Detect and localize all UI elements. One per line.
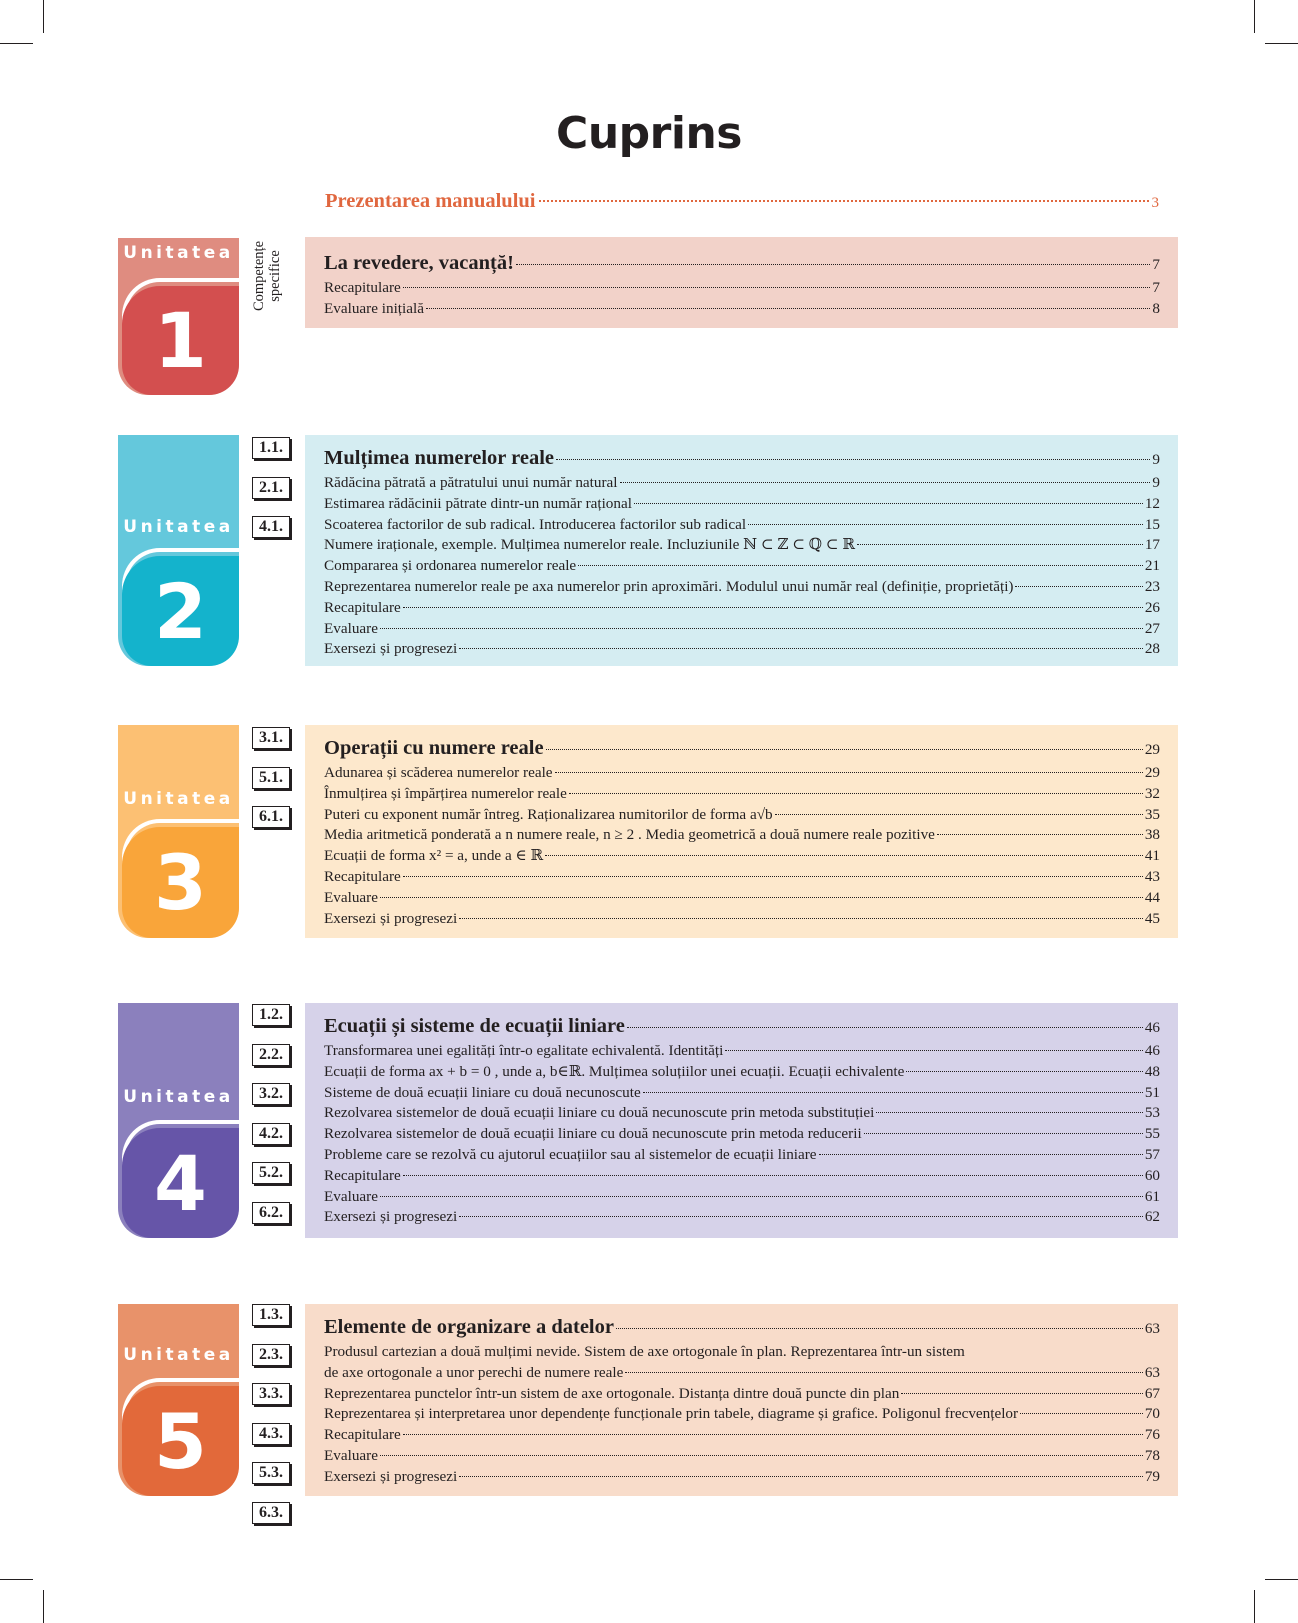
toc-entry-title: Evaluare: [324, 888, 378, 906]
unit-badge-5: [118, 1304, 239, 1496]
toc-entry-title: Evaluare: [324, 1446, 378, 1464]
toc-entry-title: Numere iraționale, exemple. Mulțimea numerelor reale. Incluziunile ℕ ⊂ ℤ ⊂ ℚ ⊂ ℝ: [324, 536, 855, 554]
unit-label: Unitatea: [123, 243, 234, 263]
toc-entry[interactable]: [324, 1145, 1160, 1166]
unit-title-entry[interactable]: [324, 445, 1160, 473]
unit-page: 7: [1152, 256, 1160, 273]
dot-leader: [403, 607, 1143, 608]
unit-label: Unitatea: [123, 517, 234, 537]
dot-leader: [546, 749, 1143, 750]
dot-leader: [459, 1476, 1143, 1477]
toc-entry-page: 29: [1144, 764, 1160, 781]
unit-title: Elemente de organizare a datelor: [324, 1316, 614, 1338]
toc-entry[interactable]: [324, 639, 1160, 660]
toc-entry-page: 48: [1144, 1062, 1160, 1080]
dot-leader: [380, 628, 1143, 629]
toc-entry-page: 12: [1144, 494, 1160, 512]
codes-unit-4: [252, 1004, 290, 1241]
toc-entry-page: 45: [1144, 909, 1160, 927]
dot-leader: [725, 1050, 1142, 1051]
dot-leader: [403, 1175, 1143, 1176]
toc-entry-page: 53: [1144, 1104, 1160, 1122]
toc-entry-title: de axe ortogonale a unor perechi de numere reale: [324, 1363, 624, 1381]
toc-entry-page: 60: [1144, 1166, 1160, 1184]
toc-entry-page: 9: [1152, 474, 1160, 491]
toc-entry-title: Rezolvarea sistemelor de două ecuații liniare cu două necunoscute prin metoda reducerii: [324, 1125, 862, 1143]
crop-mark: [43, 1590, 44, 1623]
toc-entry-title: Adunarea și scăderea numerelor reale: [324, 764, 553, 781]
unit-panel-2: [305, 435, 1178, 666]
dot-leader: [819, 1154, 1143, 1155]
competence-code: 3.1.: [252, 727, 290, 749]
competence-code: 2.1.: [252, 477, 290, 499]
dot-leader: [459, 918, 1143, 919]
toc-entry[interactable]: [324, 846, 1160, 867]
dot-leader: [459, 648, 1143, 649]
toc-entry-title: Ecuații de forma x² = a, unde a ∈ ℝ: [324, 847, 544, 865]
unit-title: Operații cu numere reale: [324, 737, 544, 759]
toc-entry-page: 63: [1144, 1363, 1160, 1381]
dot-leader: [643, 1092, 1143, 1093]
unit-number: 1: [122, 286, 239, 395]
unit-title-entry[interactable]: [324, 735, 1160, 763]
toc-entry-title: Scoaterea factorilor de sub radical. Introducerea factorilor sub radical: [324, 515, 747, 533]
toc-entry-page: 27: [1144, 619, 1160, 637]
unit-number: 2: [122, 556, 239, 666]
crop-mark: [1265, 43, 1298, 44]
competence-code: 4.3.: [252, 1423, 290, 1445]
toc-entry-title: Compararea și ordonarea numerelor reale: [324, 557, 577, 575]
toc-entry-title: Estimarea rădăcinii pătrate dintr-un număr rațional: [324, 494, 632, 512]
toc-entry-page: 8: [1152, 299, 1160, 317]
toc-entry-title: Transformarea unei egalități într-o egalitate echivalentă. Identități: [324, 1042, 724, 1059]
toc-entry-page: 38: [1144, 826, 1160, 844]
toc-entry[interactable]: [324, 619, 1160, 640]
competence-code: 6.2.: [252, 1202, 290, 1224]
toc-entry-title: Evaluare: [324, 619, 378, 637]
toc-entry-page: 70: [1144, 1405, 1160, 1423]
toc-entry-page: 26: [1144, 598, 1160, 616]
unit-page: 46: [1144, 1019, 1160, 1036]
toc-entry-page: 17: [1144, 536, 1160, 554]
toc-entry-page: 79: [1144, 1467, 1160, 1485]
toc-entry[interactable]: [324, 1467, 1160, 1488]
toc-entry-title: Media aritmetică ponderată a n numere reale, n ≥ 2 . Media geometrică a două numere reale pozitive: [324, 826, 935, 844]
dot-leader: [857, 544, 1143, 545]
competence-code: 2.3.: [252, 1344, 290, 1366]
toc-entry[interactable]: [324, 1103, 1160, 1124]
toc-entry[interactable]: [324, 598, 1160, 619]
unit-title: Ecuații și sisteme de ecuații liniare: [324, 1015, 625, 1037]
toc-entry[interactable]: [324, 763, 1160, 784]
toc-entry[interactable]: [324, 1342, 1160, 1363]
page-title: Cuprins: [556, 108, 742, 159]
crop-mark: [1254, 0, 1255, 33]
crop-mark: [1265, 1579, 1298, 1580]
dot-leader: [380, 1196, 1143, 1197]
unit-title: Mulțimea numerelor reale: [324, 447, 554, 469]
toc-entry-page: 35: [1144, 805, 1160, 823]
toc-entry[interactable]: [324, 867, 1160, 888]
toc-entry-page: 41: [1144, 847, 1160, 865]
toc-entry[interactable]: [324, 1062, 1160, 1083]
dot-leader: [516, 264, 1150, 265]
unit-label: Unitatea: [123, 1087, 234, 1107]
unit-number: 4: [122, 1128, 239, 1238]
competence-code: 3.3.: [252, 1383, 290, 1405]
crop-mark: [1254, 1590, 1255, 1623]
dot-leader: [380, 897, 1143, 898]
toc-entry-title: Reprezentarea și interpretarea unor dependențe funcționale prin tabele, diagrame și grafice. Poligonul frecvențelor: [324, 1405, 1019, 1423]
competence-code: 4.2.: [252, 1123, 290, 1145]
competence-code: 1.2.: [252, 1004, 290, 1026]
toc-entry[interactable]: [324, 1041, 1160, 1062]
toc-entry[interactable]: [324, 278, 1160, 299]
toc-entry-page: 76: [1144, 1426, 1160, 1444]
dot-leader: [634, 503, 1143, 504]
codes-unit-3: [252, 727, 290, 846]
competence-code: 1.1.: [252, 437, 290, 459]
toc-entry-page: 43: [1144, 867, 1160, 885]
toc-entry-title: Recapitulare: [324, 598, 401, 616]
toc-entry[interactable]: [324, 494, 1160, 515]
toc-entry-title: Ecuații de forma ax + b = 0 , unde a, b∈ℝ. Mulțimea soluțiilor unei ecuații. Ecuații echivalente: [324, 1062, 905, 1080]
toc-entry[interactable]: [324, 825, 1160, 846]
toc-entry-page: 57: [1144, 1145, 1160, 1163]
dot-leader: [1020, 1413, 1143, 1414]
toc-entry[interactable]: [324, 1404, 1160, 1425]
dot-leader: [380, 1455, 1143, 1456]
toc-entry-title: Exersezi și progresezi: [324, 1208, 458, 1226]
toc-entry-title: Rezolvarea sistemelor de două ecuații liniare cu două necunoscute prin metoda substituției: [324, 1104, 875, 1122]
toc-entry[interactable]: [324, 1124, 1160, 1145]
toc-entry-title: Exersezi și progresezi: [324, 640, 458, 658]
toc-entry[interactable]: [324, 1207, 1160, 1228]
toc-entry-title: Exersezi și progresezi: [324, 1467, 458, 1485]
dot-leader: [625, 1372, 1142, 1373]
toc-entry[interactable]: [324, 473, 1160, 494]
toc-entry-title: Reprezentarea numerelor reale pe axa numerelor prin aproximări. Modulul unui număr real (definiție, proprietăți): [324, 577, 1014, 595]
competence-code: 5.1.: [252, 767, 290, 789]
codes-unit-5: [252, 1304, 290, 1541]
unit-page: 63: [1144, 1320, 1160, 1337]
intro-entry[interactable]: [325, 190, 1159, 213]
unit-title-entry[interactable]: [324, 250, 1160, 278]
toc-entry-page: 7: [1152, 279, 1160, 296]
dot-leader: [556, 459, 1150, 460]
toc-entry[interactable]: [324, 535, 1160, 556]
toc-entry-page: 67: [1144, 1384, 1160, 1402]
competence-code: 2.2.: [252, 1044, 290, 1066]
dot-leader: [569, 793, 1143, 794]
toc-entry[interactable]: [324, 1384, 1160, 1405]
toc-entry-title: Recapitulare: [324, 1166, 401, 1184]
toc-entry-title: Sisteme de două ecuații liniare cu două necunoscute: [324, 1083, 641, 1101]
unit-panel-4: [305, 1003, 1178, 1238]
dot-leader: [539, 200, 1149, 202]
toc-entry[interactable]: [324, 299, 1160, 320]
dot-leader: [545, 855, 1143, 856]
unit-page: 9: [1152, 451, 1160, 468]
unit-label: Unitatea: [123, 789, 234, 809]
dot-leader: [459, 1216, 1143, 1217]
competente-label: [252, 226, 282, 326]
unit-badge-3: [118, 725, 239, 938]
unit-panel-1: [305, 237, 1178, 328]
competence-code: 6.3.: [252, 1502, 290, 1524]
toc-entry[interactable]: [324, 556, 1160, 577]
toc-entry-page: 21: [1144, 557, 1160, 575]
toc-entry-title: Produsul cartezian a două mulțimi nevide. Sistem de axe ortogonale în plan. Reprezentarea într-un sistem: [324, 1343, 965, 1360]
toc-entry-title: Recapitulare: [324, 867, 401, 885]
toc-entry-title: Exersezi și progresezi: [324, 909, 458, 927]
unit-number: 5: [122, 1386, 239, 1496]
dot-leader: [937, 834, 1143, 835]
dot-leader: [403, 876, 1143, 877]
dot-leader: [426, 308, 1150, 309]
unit-label: Unitatea: [123, 1345, 234, 1365]
toc-entry-page: 15: [1144, 515, 1160, 533]
competence-code: 5.2.: [252, 1162, 290, 1184]
intro-title: Prezentarea manualului: [325, 190, 536, 212]
toc-entry-title: Înmulțirea și împărțirea numerelor reale: [324, 784, 567, 802]
dot-leader: [616, 1328, 1143, 1329]
competence-code: 1.3.: [252, 1304, 290, 1326]
crop-mark: [0, 43, 33, 44]
unit-panel-5: [305, 1304, 1178, 1496]
toc-entry[interactable]: [324, 1363, 1160, 1384]
toc-entry[interactable]: [324, 888, 1160, 909]
dot-leader: [748, 524, 1143, 525]
toc-entry-title: Rădăcina pătrată a pătratului unui număr natural: [324, 474, 618, 491]
crop-mark: [43, 0, 44, 33]
unit-title-entry[interactable]: [324, 1013, 1160, 1041]
dot-leader: [403, 1434, 1143, 1435]
toc-entry-page: 32: [1144, 784, 1160, 802]
dot-leader: [775, 814, 1143, 815]
toc-entry[interactable]: [324, 805, 1160, 826]
competente-text: Competențe specifice: [251, 240, 283, 312]
dot-leader: [864, 1133, 1143, 1134]
toc-entry[interactable]: [324, 1166, 1160, 1187]
unit-badge-4: [118, 1003, 239, 1238]
unit-panel-3: [305, 725, 1178, 938]
competence-code: 5.3.: [252, 1462, 290, 1484]
toc-entry[interactable]: [324, 1446, 1160, 1467]
toc-entry-title: Recapitulare: [324, 1426, 401, 1444]
unit-badge-1: [118, 238, 239, 395]
toc-entry-title: Evaluare: [324, 1187, 378, 1205]
toc-entry-page: 51: [1144, 1083, 1160, 1101]
toc-entry[interactable]: [324, 1425, 1160, 1446]
toc-entry-title: Reprezentarea punctelor într-un sistem de axe ortogonale. Distanța dintre două puncte din plan: [324, 1384, 900, 1402]
toc-entry[interactable]: [324, 784, 1160, 805]
toc-entry[interactable]: [324, 515, 1160, 536]
intro-page: 3: [1151, 195, 1159, 211]
competence-code: 3.2.: [252, 1083, 290, 1105]
toc-entry[interactable]: [324, 577, 1160, 598]
toc-entry-page: 78: [1144, 1446, 1160, 1464]
unit-title-entry[interactable]: [324, 1314, 1160, 1342]
crop-mark: [0, 1579, 33, 1580]
dot-leader: [578, 565, 1143, 566]
unit-number: 3: [122, 827, 239, 938]
dot-leader: [906, 1071, 1142, 1072]
dot-leader: [1015, 586, 1142, 587]
toc-entry-page: 61: [1144, 1187, 1160, 1205]
dot-leader: [620, 482, 1151, 483]
toc-entry-page: 46: [1144, 1042, 1160, 1059]
dot-leader: [876, 1112, 1142, 1113]
toc-entry-page: 55: [1144, 1125, 1160, 1143]
dot-leader: [403, 287, 1151, 288]
dot-leader: [901, 1393, 1142, 1394]
toc-entry-title: Evaluare inițială: [324, 299, 424, 317]
toc-entry-title: Puteri cu exponent număr întreg. Raționalizarea numitorilor de forma a√b: [324, 805, 773, 823]
codes-unit-2: [252, 437, 290, 556]
unit-badge-2: [118, 435, 239, 666]
toc-entry[interactable]: [324, 1187, 1160, 1208]
competence-code: 4.1.: [252, 516, 290, 538]
unit-title: La revedere, vacanță!: [324, 252, 514, 274]
unit-page: 29: [1144, 741, 1160, 758]
toc-entry-title: Probleme care se rezolvă cu ajutorul ecuațiilor sau al sistemelor de ecuații liniare: [324, 1145, 817, 1163]
competence-code: 6.1.: [252, 806, 290, 828]
dot-leader: [555, 772, 1143, 773]
dot-leader: [627, 1027, 1143, 1028]
toc-entry-title: Recapitulare: [324, 279, 401, 296]
toc-entry[interactable]: [324, 1083, 1160, 1104]
toc-entry-page: 62: [1144, 1208, 1160, 1226]
toc-entry-page: 44: [1144, 888, 1160, 906]
toc-entry-page: 23: [1144, 577, 1160, 595]
toc-entry[interactable]: [324, 909, 1160, 930]
toc-entry-page: 28: [1144, 640, 1160, 658]
